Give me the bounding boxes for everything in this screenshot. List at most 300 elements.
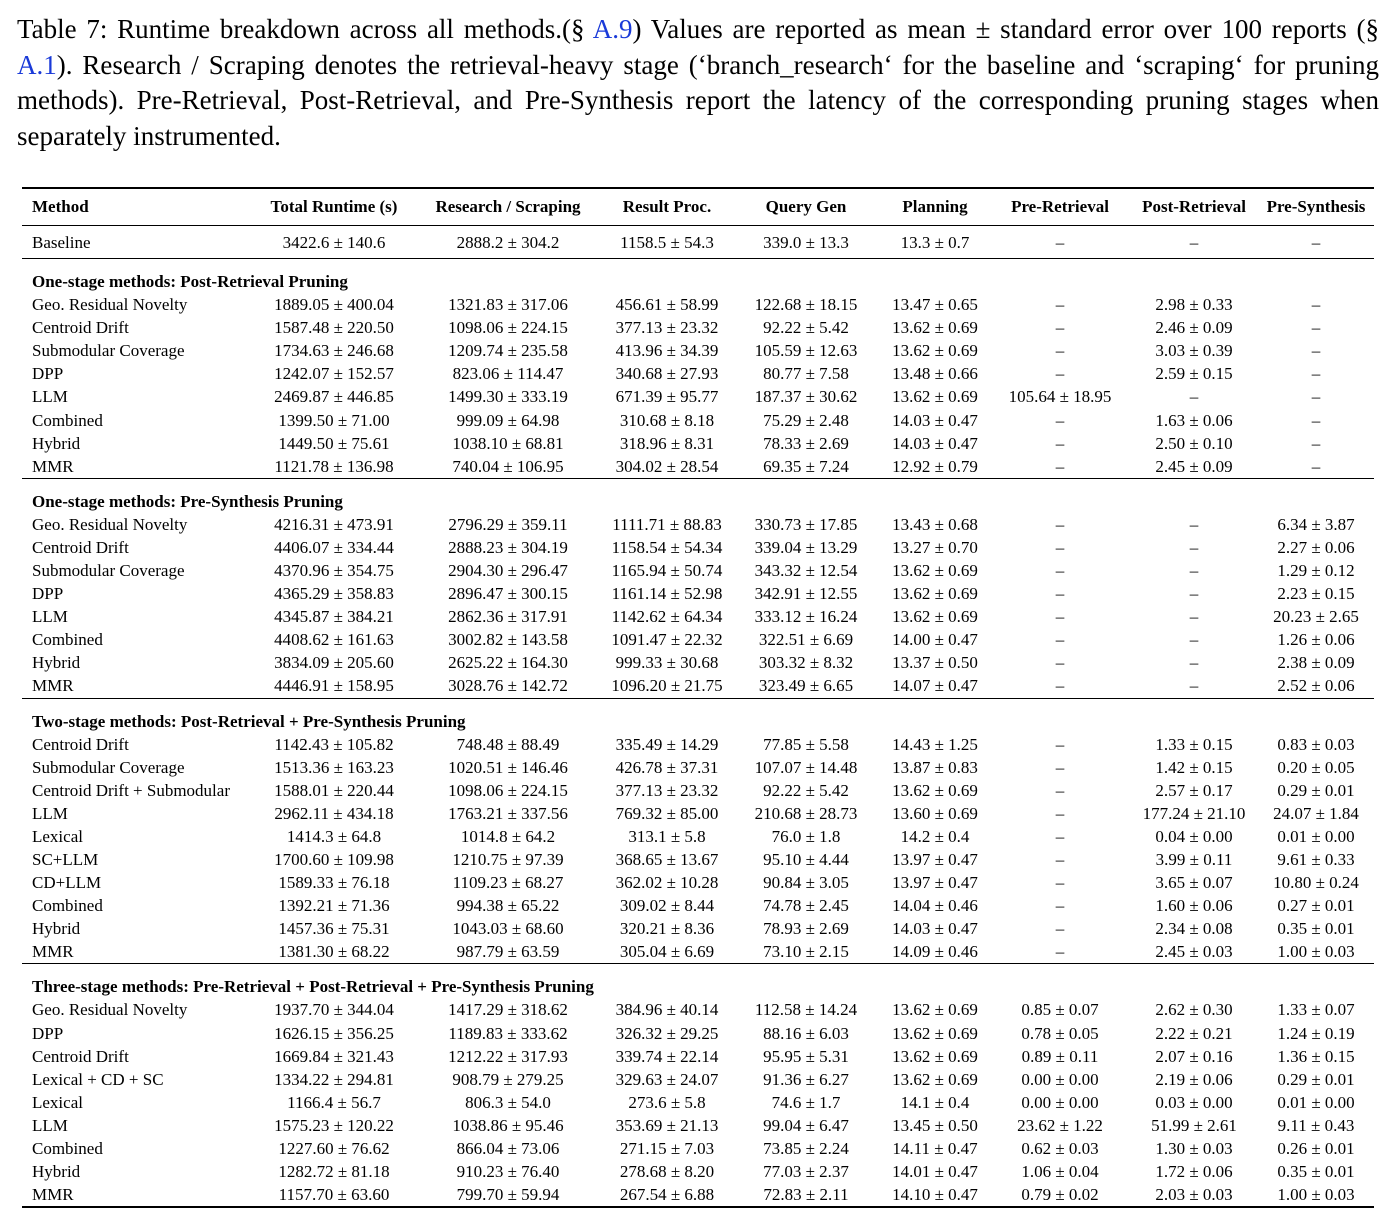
method-name-cell: Hybrid: [32, 919, 81, 939]
value-cell: 13.62 ± 0.69: [892, 318, 978, 338]
value-cell: 1417.29 ± 318.62: [448, 1000, 568, 1020]
value-cell: 13.62 ± 0.69: [892, 1023, 978, 1043]
value-cell: –: [1189, 232, 1199, 252]
value-cell: 426.78 ± 37.31: [615, 757, 719, 777]
value-cell: 2888.2 ± 304.2: [456, 232, 560, 252]
value-cell: 2.34 ± 0.08: [1155, 919, 1233, 939]
value-cell: 318.96 ± 8.31: [619, 433, 715, 453]
value-cell: 3028.76 ± 142.72: [448, 676, 568, 696]
value-cell: 339.74 ± 22.14: [615, 1046, 719, 1066]
value-cell: 0.29 ± 0.01: [1277, 1069, 1355, 1089]
value-cell: 3002.82 ± 143.58: [448, 630, 568, 650]
value-cell: 90.84 ± 3.05: [763, 873, 849, 893]
value-cell: –: [1189, 630, 1199, 650]
value-cell: 0.62 ± 0.03: [1021, 1139, 1099, 1159]
method-name-cell: Geo. Residual Novelty: [32, 1000, 188, 1020]
value-cell: 0.26 ± 0.01: [1277, 1139, 1355, 1159]
value-cell: 23.62 ± 1.22: [1017, 1115, 1103, 1135]
value-cell: 0.00 ± 0.00: [1021, 1069, 1099, 1089]
value-cell: 1.33 ± 0.15: [1155, 734, 1233, 754]
method-name-cell: LLM: [32, 1115, 68, 1135]
value-cell: 994.38 ± 65.22: [456, 896, 560, 916]
value-cell: 1096.20 ± 21.75: [611, 676, 723, 696]
value-cell: 13.62 ± 0.69: [892, 1069, 978, 1089]
header-row: [22, 188, 1374, 226]
value-cell: 75.29 ± 2.48: [763, 410, 849, 430]
value-cell: 377.13 ± 23.32: [615, 318, 719, 338]
value-cell: 24.07 ± 1.84: [1273, 803, 1359, 823]
method-name-cell: LLM: [32, 607, 68, 627]
value-cell: 1.30 ± 0.03: [1155, 1139, 1233, 1159]
value-cell: 1.63 ± 0.06: [1155, 410, 1233, 430]
column-header: Planning: [902, 197, 968, 216]
value-cell: 1392.21 ± 71.36: [278, 896, 390, 916]
value-cell: 740.04 ± 106.95: [452, 456, 564, 476]
table-row: [22, 513, 1374, 536]
value-cell: –: [1311, 433, 1321, 453]
value-cell: –: [1189, 387, 1199, 407]
value-cell: 1449.50 ± 75.61: [278, 433, 390, 453]
table-row: [22, 871, 1374, 894]
method-name-cell: Hybrid: [32, 433, 81, 453]
value-cell: 1414.3 ± 64.8: [286, 826, 382, 846]
value-cell: 368.65 ± 13.67: [615, 850, 719, 870]
table-row: [22, 385, 1374, 408]
value-cell: –: [1055, 826, 1065, 846]
value-cell: –: [1311, 318, 1321, 338]
method-name-cell: Baseline: [32, 232, 91, 252]
group-heading-row: [22, 259, 1374, 294]
table-row: [22, 362, 1374, 385]
value-cell: 1209.74 ± 235.58: [448, 341, 568, 361]
method-name-cell: DPP: [32, 1023, 64, 1043]
value-cell: 0.20 ± 0.05: [1277, 757, 1355, 777]
table-row: [22, 651, 1374, 674]
value-cell: 377.13 ± 23.32: [615, 780, 719, 800]
value-cell: 2796.29 ± 359.11: [448, 514, 568, 534]
value-cell: 1111.71 ± 88.83: [612, 514, 722, 534]
value-cell: 987.79 ± 63.59: [456, 942, 560, 962]
table-row: [22, 917, 1374, 940]
value-cell: 769.32 ± 85.00: [615, 803, 719, 823]
value-cell: 2.22 ± 0.21: [1155, 1023, 1233, 1043]
value-cell: 908.79 ± 279.25: [452, 1069, 564, 1089]
value-cell: 105.64 ± 18.95: [1008, 387, 1112, 407]
value-cell: 4216.31 ± 473.91: [274, 514, 394, 534]
value-cell: –: [1055, 514, 1065, 534]
column-header: Pre-Synthesis: [1266, 197, 1366, 216]
value-cell: 1700.60 ± 109.98: [274, 850, 394, 870]
value-cell: 77.03 ± 2.37: [763, 1162, 849, 1182]
value-cell: 1212.22 ± 317.93: [448, 1046, 568, 1066]
value-cell: 1091.47 ± 22.32: [611, 630, 723, 650]
table-row: [22, 1114, 1374, 1137]
value-cell: 2.52 ± 0.06: [1277, 676, 1355, 696]
value-cell: –: [1055, 607, 1065, 627]
value-cell: 74.78 ± 2.45: [763, 896, 849, 916]
value-cell: 0.29 ± 0.01: [1277, 780, 1355, 800]
value-cell: 9.61 ± 0.33: [1277, 850, 1355, 870]
method-name-cell: MMR: [32, 676, 74, 696]
method-name-cell: Hybrid: [32, 1162, 81, 1182]
value-cell: 456.61 ± 58.99: [615, 295, 719, 315]
value-cell: 13.62 ± 0.69: [892, 1000, 978, 1020]
value-cell: 4365.29 ± 358.83: [274, 584, 394, 604]
value-cell: 1381.30 ± 68.22: [278, 942, 390, 962]
value-cell: 1.33 ± 0.07: [1277, 1000, 1355, 1020]
value-cell: –: [1055, 676, 1065, 696]
table-row: [22, 1045, 1374, 1068]
value-cell: 273.6 ± 5.8: [628, 1092, 706, 1112]
method-name-cell: Lexical + CD + SC: [32, 1069, 164, 1089]
value-cell: 278.68 ± 8.20: [619, 1162, 715, 1182]
value-cell: 0.89 ± 0.11: [1021, 1046, 1099, 1066]
value-cell: 6.34 ± 3.87: [1277, 514, 1355, 534]
value-cell: –: [1055, 850, 1065, 870]
value-cell: 384.96 ± 40.14: [615, 1000, 719, 1020]
value-cell: 3834.09 ± 205.60: [274, 653, 394, 673]
value-cell: 14.09 ± 0.46: [892, 942, 978, 962]
table-row: [22, 293, 1374, 316]
value-cell: 1937.70 ± 344.04: [274, 1000, 394, 1020]
method-name-cell: Combined: [32, 1139, 103, 1159]
value-cell: 14.03 ± 0.47: [892, 433, 978, 453]
value-cell: 330.73 ± 17.85: [754, 514, 858, 534]
column-header: Research / Scraping: [435, 197, 581, 216]
value-cell: 0.01 ± 0.00: [1277, 1092, 1355, 1112]
value-cell: –: [1055, 919, 1065, 939]
section-ref-link-a9[interactable]: A.9: [592, 14, 633, 44]
value-cell: 0.78 ± 0.05: [1021, 1023, 1099, 1043]
value-cell: –: [1055, 780, 1065, 800]
value-cell: 0.27 ± 0.01: [1277, 896, 1355, 916]
table-row: [22, 536, 1374, 559]
value-cell: –: [1055, 232, 1065, 252]
value-cell: 1.60 ± 0.06: [1155, 896, 1233, 916]
value-cell: –: [1055, 433, 1065, 453]
method-name-cell: Combined: [32, 896, 103, 916]
method-name-cell: LLM: [32, 803, 68, 823]
value-cell: 73.10 ± 2.15: [763, 942, 849, 962]
value-cell: 1.00 ± 0.03: [1277, 942, 1355, 962]
value-cell: 4408.62 ± 161.63: [274, 630, 394, 650]
value-cell: 76.0 ± 1.8: [771, 826, 841, 846]
value-cell: 2.27 ± 0.06: [1277, 537, 1355, 557]
value-cell: 329.63 ± 24.07: [615, 1069, 719, 1089]
value-cell: 320.21 ± 8.36: [619, 919, 715, 939]
value-cell: 2.45 ± 0.09: [1155, 456, 1233, 476]
method-name-cell: Centroid Drift + Submodular: [32, 780, 230, 800]
value-cell: 13.60 ± 0.69: [892, 803, 978, 823]
table-row: [22, 998, 1374, 1021]
value-cell: 1.29 ± 0.12: [1277, 560, 1355, 580]
value-cell: 4370.96 ± 354.75: [274, 560, 394, 580]
value-cell: –: [1311, 232, 1321, 252]
value-cell: 362.02 ± 10.28: [615, 873, 719, 893]
value-cell: 1513.36 ± 163.23: [274, 757, 394, 777]
value-cell: 1142.43 ± 105.82: [274, 734, 394, 754]
value-cell: 313.1 ± 5.8: [628, 826, 706, 846]
value-cell: 210.68 ± 28.73: [754, 803, 858, 823]
value-cell: 1161.14 ± 52.98: [611, 584, 723, 604]
caption-text-1: Table 7: Runtime breakdown across all methods.(§: [17, 14, 593, 44]
value-cell: 4446.91 ± 158.95: [274, 676, 394, 696]
value-cell: 0.35 ± 0.01: [1277, 1162, 1355, 1182]
value-cell: 2625.22 ± 164.30: [448, 653, 568, 673]
value-cell: –: [1311, 387, 1321, 407]
value-cell: 1575.23 ± 120.22: [274, 1115, 394, 1135]
value-cell: 13.45 ± 0.50: [892, 1115, 978, 1135]
table-row: [22, 1091, 1374, 1114]
table-row: [22, 432, 1374, 455]
value-cell: 1334.22 ± 294.81: [274, 1069, 394, 1089]
value-cell: –: [1189, 537, 1199, 557]
value-cell: 1626.15 ± 356.25: [274, 1023, 394, 1043]
value-cell: 799.70 ± 59.94: [456, 1185, 560, 1205]
value-cell: 1242.07 ± 152.57: [274, 364, 394, 384]
value-cell: 2.50 ± 0.10: [1155, 433, 1233, 453]
value-cell: 2862.36 ± 317.91: [448, 607, 568, 627]
table-row: [22, 1137, 1374, 1160]
value-cell: 1142.62 ± 64.34: [611, 607, 723, 627]
method-name-cell: Geo. Residual Novelty: [32, 514, 188, 534]
method-name-cell: Submodular Coverage: [32, 560, 185, 580]
value-cell: 13.27 ± 0.70: [892, 537, 978, 557]
caption-text-2: ) Values are reported as mean ± standard error over 100 reports (§: [632, 14, 1379, 44]
value-cell: 310.68 ± 8.18: [619, 410, 715, 430]
value-cell: 333.12 ± 16.24: [754, 607, 858, 627]
table-header: [22, 188, 1374, 226]
value-cell: 267.54 ± 6.88: [619, 1185, 715, 1205]
value-cell: 4406.07 ± 334.44: [274, 537, 394, 557]
value-cell: 13.37 ± 0.50: [892, 653, 978, 673]
method-name-cell: DPP: [32, 364, 64, 384]
column-header: Query Gen: [765, 197, 847, 216]
value-cell: –: [1055, 896, 1065, 916]
value-cell: 1158.54 ± 54.34: [611, 537, 723, 557]
column-header: Result Proc.: [622, 197, 712, 216]
value-cell: 2469.87 ± 446.85: [274, 387, 394, 407]
value-cell: 13.62 ± 0.69: [892, 341, 978, 361]
value-cell: –: [1055, 584, 1065, 604]
method-group-section: [22, 964, 1374, 1207]
value-cell: 122.68 ± 18.15: [754, 295, 858, 315]
value-cell: 999.09 ± 64.98: [456, 410, 560, 430]
table-row: [22, 1183, 1374, 1207]
value-cell: 13.3 ± 0.7: [900, 232, 970, 252]
value-cell: 1399.50 ± 71.00: [278, 410, 390, 430]
value-cell: –: [1055, 560, 1065, 580]
table-caption: [17, 12, 1379, 154]
method-name-cell: CD+LLM: [32, 873, 102, 893]
table-row: [22, 316, 1374, 339]
method-group-section: [22, 259, 1374, 479]
value-cell: 1043.03 ± 68.60: [452, 919, 564, 939]
value-cell: 1210.75 ± 97.39: [452, 850, 564, 870]
value-cell: 1321.83 ± 317.06: [448, 295, 568, 315]
value-cell: 303.32 ± 8.32: [758, 653, 854, 673]
value-cell: –: [1189, 560, 1199, 580]
value-cell: 13.47 ± 0.65: [892, 295, 978, 315]
value-cell: 14.00 ± 0.47: [892, 630, 978, 650]
value-cell: 866.04 ± 73.06: [456, 1139, 560, 1159]
group-heading: One-stage methods: Pre-Synthesis Pruning: [32, 491, 343, 511]
value-cell: 304.02 ± 28.54: [615, 456, 719, 476]
value-cell: 78.33 ± 2.69: [763, 433, 849, 453]
value-cell: 340.68 ± 27.93: [615, 364, 719, 384]
value-cell: 13.48 ± 0.66: [892, 364, 978, 384]
value-cell: –: [1311, 364, 1321, 384]
method-name-cell: Lexical: [32, 826, 83, 846]
value-cell: 0.83 ± 0.03: [1277, 734, 1355, 754]
table-row: [22, 1160, 1374, 1183]
value-cell: 3.65 ± 0.07: [1155, 873, 1233, 893]
value-cell: 1.24 ± 0.19: [1277, 1023, 1355, 1043]
method-name-cell: Geo. Residual Novelty: [32, 295, 188, 315]
value-cell: 13.62 ± 0.69: [892, 387, 978, 407]
method-name-cell: Hybrid: [32, 653, 81, 673]
value-cell: 13.97 ± 0.47: [892, 850, 978, 870]
value-cell: 3422.6 ± 140.6: [282, 232, 386, 252]
value-cell: –: [1055, 410, 1065, 430]
value-cell: 13.62 ± 0.69: [892, 560, 978, 580]
value-cell: 1157.70 ± 63.60: [278, 1185, 390, 1205]
method-name-cell: MMR: [32, 456, 74, 476]
method-group-section: [22, 478, 1374, 698]
value-cell: 14.03 ± 0.47: [892, 919, 978, 939]
value-cell: 78.93 ± 2.69: [763, 919, 849, 939]
method-name-cell: Centroid Drift: [32, 318, 129, 338]
method-name-cell: Combined: [32, 410, 103, 430]
value-cell: 1014.8 ± 64.2: [460, 826, 556, 846]
value-cell: 353.69 ± 21.13: [615, 1115, 719, 1135]
value-cell: –: [1055, 734, 1065, 754]
value-cell: 91.36 ± 6.27: [763, 1069, 849, 1089]
value-cell: 2.23 ± 0.15: [1277, 584, 1355, 604]
group-heading: One-stage methods: Post-Retrieval Pruning: [32, 272, 348, 291]
value-cell: 13.62 ± 0.69: [892, 584, 978, 604]
runtime-table-container: [22, 187, 1374, 1208]
value-cell: 72.83 ± 2.11: [763, 1185, 849, 1205]
value-cell: 14.10 ± 0.47: [892, 1185, 978, 1205]
value-cell: 1.42 ± 0.15: [1155, 757, 1233, 777]
value-cell: 305.04 ± 6.69: [619, 942, 715, 962]
value-cell: 95.95 ± 5.31: [763, 1046, 849, 1066]
value-cell: 2.03 ± 0.03: [1155, 1185, 1233, 1205]
value-cell: 74.6 ± 1.7: [771, 1092, 841, 1112]
value-cell: –: [1189, 514, 1199, 534]
value-cell: 1589.33 ± 76.18: [278, 873, 390, 893]
value-cell: 14.04 ± 0.46: [892, 896, 978, 916]
value-cell: –: [1311, 341, 1321, 361]
value-cell: 1020.51 ± 146.46: [448, 757, 568, 777]
value-cell: 95.10 ± 4.44: [763, 850, 849, 870]
value-cell: 13.62 ± 0.69: [892, 1046, 978, 1066]
table-row: [22, 779, 1374, 802]
value-cell: 0.03 ± 0.00: [1155, 1092, 1233, 1112]
value-cell: 112.58 ± 14.24: [754, 1000, 858, 1020]
value-cell: –: [1311, 456, 1321, 476]
value-cell: 4345.87 ± 384.21: [274, 607, 394, 627]
value-cell: 1282.72 ± 81.18: [278, 1162, 390, 1182]
value-cell: 1669.84 ± 321.43: [274, 1046, 394, 1066]
value-cell: –: [1055, 341, 1065, 361]
value-cell: –: [1189, 584, 1199, 604]
value-cell: 2.38 ± 0.09: [1277, 653, 1355, 673]
value-cell: 14.11 ± 0.47: [892, 1139, 978, 1159]
value-cell: 73.85 ± 2.24: [763, 1139, 849, 1159]
value-cell: 3.03 ± 0.39: [1155, 341, 1233, 361]
value-cell: 1098.06 ± 224.15: [448, 780, 568, 800]
value-cell: 2.62 ± 0.30: [1155, 1000, 1233, 1020]
value-cell: 823.06 ± 114.47: [452, 364, 564, 384]
value-cell: 322.51 ± 6.69: [758, 630, 854, 650]
table-row: [22, 940, 1374, 964]
method-name-cell: Submodular Coverage: [32, 341, 185, 361]
value-cell: 1109.23 ± 68.27: [452, 873, 564, 893]
value-cell: 309.02 ± 8.44: [619, 896, 715, 916]
value-cell: –: [1055, 803, 1065, 823]
group-heading-row: [22, 698, 1374, 733]
value-cell: 0.00 ± 0.00: [1021, 1092, 1099, 1112]
value-cell: 999.33 ± 30.68: [615, 653, 719, 673]
value-cell: –: [1189, 676, 1199, 696]
value-cell: 343.32 ± 12.54: [754, 560, 858, 580]
value-cell: 1763.21 ± 337.56: [448, 803, 568, 823]
value-cell: 806.3 ± 54.0: [465, 1092, 551, 1112]
value-cell: 13.62 ± 0.69: [892, 780, 978, 800]
value-cell: 1734.63 ± 246.68: [274, 341, 394, 361]
value-cell: 326.32 ± 29.25: [615, 1023, 719, 1043]
value-cell: 2896.47 ± 300.15: [448, 584, 568, 604]
caption-text-3: ). Research / Scraping denotes the retrieval-heavy stage (‘branch_research‘ for the baseline and ‘scraping‘ for pruning methods). Pre-Retrieval, Post-Retrieval, and Pre-Synthesis report the latency of the corresponding pruning stages when separately instrumented.: [17, 49, 1379, 151]
value-cell: 92.22 ± 5.42: [763, 780, 849, 800]
value-cell: 13.43 ± 0.68: [892, 514, 978, 534]
value-cell: 14.2 ± 0.4: [900, 826, 970, 846]
value-cell: 2.19 ± 0.06: [1155, 1069, 1233, 1089]
group-heading-row: [22, 478, 1374, 513]
value-cell: 14.03 ± 0.47: [892, 410, 978, 430]
value-cell: –: [1055, 942, 1065, 962]
value-cell: 339.04 ± 13.29: [754, 537, 858, 557]
table-row: [22, 802, 1374, 825]
baseline-section: [22, 226, 1374, 259]
table-row: [22, 756, 1374, 779]
value-cell: –: [1055, 873, 1065, 893]
table-row: [22, 848, 1374, 871]
value-cell: 1.26 ± 0.06: [1277, 630, 1355, 650]
value-cell: –: [1055, 630, 1065, 650]
column-header: Total Runtime (s): [270, 197, 398, 216]
table-row: [22, 455, 1374, 479]
value-cell: 1038.10 ± 68.81: [452, 433, 564, 453]
value-cell: 0.35 ± 0.01: [1277, 919, 1355, 939]
value-cell: 1.00 ± 0.03: [1277, 1185, 1355, 1205]
value-cell: 342.91 ± 12.55: [754, 584, 858, 604]
value-cell: 2.59 ± 0.15: [1155, 364, 1233, 384]
value-cell: 323.49 ± 6.65: [758, 676, 854, 696]
value-cell: 20.23 ± 2.65: [1273, 607, 1359, 627]
table-row: [22, 628, 1374, 651]
section-ref-link-a1[interactable]: A.1: [17, 49, 57, 80]
value-cell: 1.72 ± 0.06: [1155, 1162, 1233, 1182]
value-cell: 1121.78 ± 136.98: [274, 456, 394, 476]
value-cell: –: [1055, 295, 1065, 315]
table-row: [22, 1068, 1374, 1091]
method-group-section: [22, 698, 1374, 964]
value-cell: 77.85 ± 5.58: [763, 734, 849, 754]
value-cell: –: [1055, 653, 1065, 673]
